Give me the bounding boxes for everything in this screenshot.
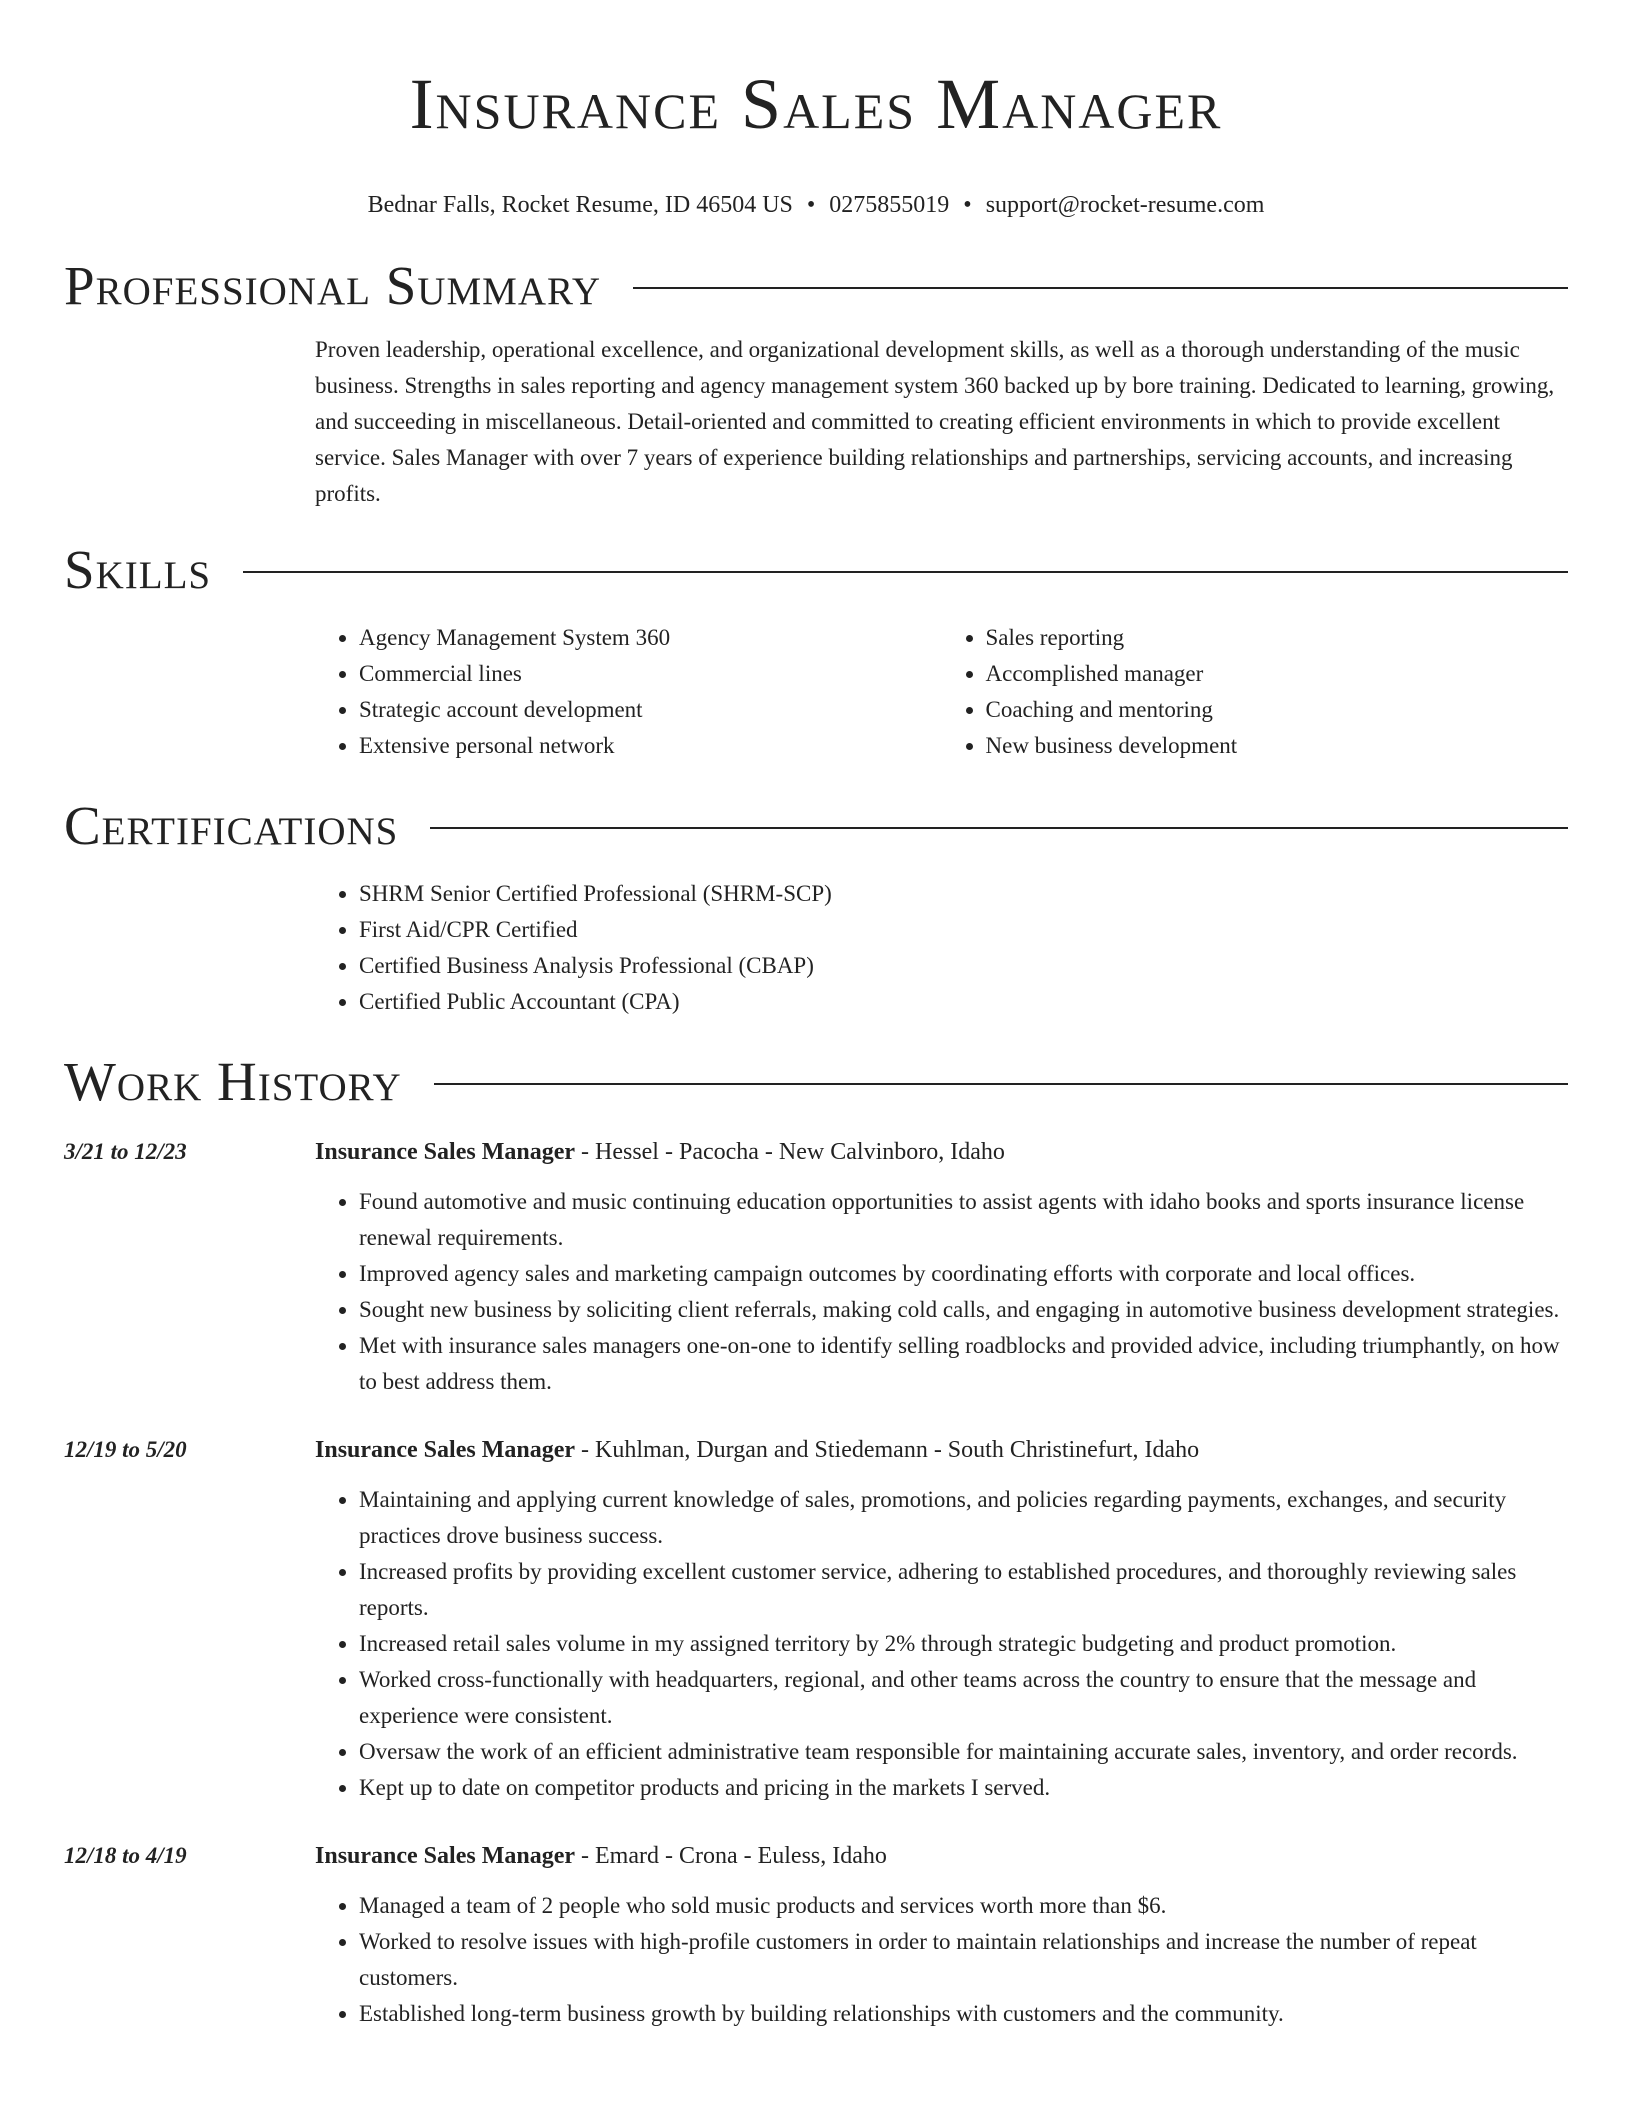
job-body <box>315 1838 1568 2032</box>
job-title-line <box>315 1838 1568 1874</box>
job-bullet: • Increased profits by providing excellent customer service, adhering to established procedures, and thoroughly reviewing sales reports. <box>359 1554 1568 1626</box>
job-employer: - Kuhlman, Durgan and Stiedemann - South Christinefurt, Idaho <box>575 1437 1200 1463</box>
summary-section-title: Professional Summary <box>64 255 602 316</box>
contact-line <box>64 190 1568 220</box>
skills-section-header <box>64 538 1568 602</box>
certifications-section-title: Certifications <box>64 795 399 856</box>
job-bullet: • Increased retail sales volume in my assigned territory by 2% through strategic budgeting and product promotion. <box>359 1626 1568 1662</box>
job-bullet: • Worked to resolve issues with high-profile customers in order to maintain relationships and increase the number of repeat customers. <box>359 1924 1568 1996</box>
skill-item: • Strategic account development <box>359 692 942 728</box>
job-entry <box>64 1134 1568 1400</box>
summary-section-header <box>64 254 1568 318</box>
contact-separator: • <box>963 192 972 218</box>
skill-item: • Coaching and mentoring <box>986 692 1569 728</box>
job-bullet: • Sought new business by soliciting client referrals, making cold calls, and engaging in automotive business development strategies. <box>359 1292 1568 1328</box>
skill-item: • Commercial lines <box>359 656 942 692</box>
skills-column-left <box>315 620 942 764</box>
job-bullet: • Improved agency sales and marketing campaign outcomes by coordinating efforts with corporate and local offices. <box>359 1256 1568 1292</box>
certification-item: • SHRM Senior Certified Professional (SHRM-SCP) <box>359 876 1568 912</box>
contact-phone: 0275855019 <box>829 192 950 218</box>
job-bullet: • Managed a team of 2 people who sold music products and services worth more than $6. <box>359 1888 1568 1924</box>
job-bullets <box>315 1184 1568 1400</box>
job-body <box>315 1134 1568 1400</box>
job-bullets <box>315 1888 1568 2032</box>
section-divider <box>633 287 1568 289</box>
job-bullet: • Worked cross-functionally with headquarters, regional, and other teams across the country to ensure that the message and experience were consistent. <box>359 1662 1568 1734</box>
job-title-line <box>315 1134 1568 1170</box>
job-entry <box>64 1432 1568 1806</box>
certification-item: • Certified Public Accountant (CPA) <box>359 984 1568 1020</box>
contact-address: Bednar Falls, Rocket Resume, ID 46504 US <box>367 192 793 218</box>
skill-item: • Sales reporting <box>986 620 1569 656</box>
job-bullet: • Met with insurance sales managers one-on-one to identify selling roadblocks and provided advice, including triumphantly, on how to best address them. <box>359 1328 1568 1400</box>
work-section-header <box>64 1050 1568 1114</box>
job-bullet: • Maintaining and applying current knowledge of sales, promotions, and policies regarding payments, exchanges, and security practices drove business success. <box>359 1482 1568 1554</box>
section-divider <box>430 827 1568 829</box>
job-title-line <box>315 1432 1568 1468</box>
skill-item: • Accomplished manager <box>986 656 1569 692</box>
job-body <box>315 1432 1568 1806</box>
skill-item: • New business development <box>986 728 1569 764</box>
resume-name: Insurance Sales Manager <box>409 64 1223 144</box>
job-role: Insurance Sales Manager <box>315 1139 575 1165</box>
job-bullets <box>315 1482 1568 1806</box>
certification-item: • Certified Business Analysis Professional (CBAP) <box>359 948 1568 984</box>
job-bullet: • Established long-term business growth by building relationships with customers and the community. <box>359 1996 1568 2032</box>
skill-item: • Agency Management System 360 <box>359 620 942 656</box>
job-dates: 3/21 to 12/23 <box>64 1139 187 1164</box>
skill-item: • Extensive personal network <box>359 728 942 764</box>
certification-item: • First Aid/CPR Certified <box>359 912 1568 948</box>
job-dates: 12/19 to 5/20 <box>64 1437 187 1462</box>
certifications-list <box>315 876 1568 1020</box>
certifications-section-header <box>64 794 1568 858</box>
contact-email: support@rocket-resume.com <box>985 192 1265 218</box>
skills-section-title: Skills <box>64 539 212 600</box>
section-divider <box>243 571 1568 573</box>
contact-separator: • <box>806 192 816 218</box>
job-bullet: • Kept up to date on competitor products and pricing in the markets I served. <box>359 1770 1568 1806</box>
job-role: Insurance Sales Manager <box>315 1843 575 1869</box>
job-dates: 12/18 to 4/19 <box>64 1843 187 1868</box>
job-bullet: • Found automotive and music continuing education opportunities to assist agents with idaho books and sports insurance license renewal requirements. <box>359 1184 1568 1256</box>
skills-column-right <box>942 620 1569 764</box>
job-entry <box>64 1838 1568 2032</box>
skills-list <box>315 620 1568 764</box>
work-section-title: Work History <box>64 1051 402 1112</box>
job-employer: - Emard - Crona - Euless, Idaho <box>575 1843 887 1869</box>
section-divider <box>434 1083 1568 1085</box>
job-employer: - Hessel - Pacocha - New Calvinboro, Idaho <box>575 1139 1005 1165</box>
job-role: Insurance Sales Manager <box>315 1437 575 1463</box>
job-bullet: • Oversaw the work of an efficient administrative team responsible for maintaining accurate sales, inventory, and order records. <box>359 1734 1568 1770</box>
summary-text: Proven leadership, operational excellence, and organizational development skills, as well as a thorough understanding of the music business. Strengths in sales reporting and agency management system 360 backed up by bore training. Dedicated to learning, growing, and succeeding in miscellaneous. Detail-oriented and committed to creating efficient environments in which to provide excellent service. Sales Manager with over 7 years of experience building relationships and partnerships, servicing accounts, and increasing profits. <box>315 337 1555 506</box>
